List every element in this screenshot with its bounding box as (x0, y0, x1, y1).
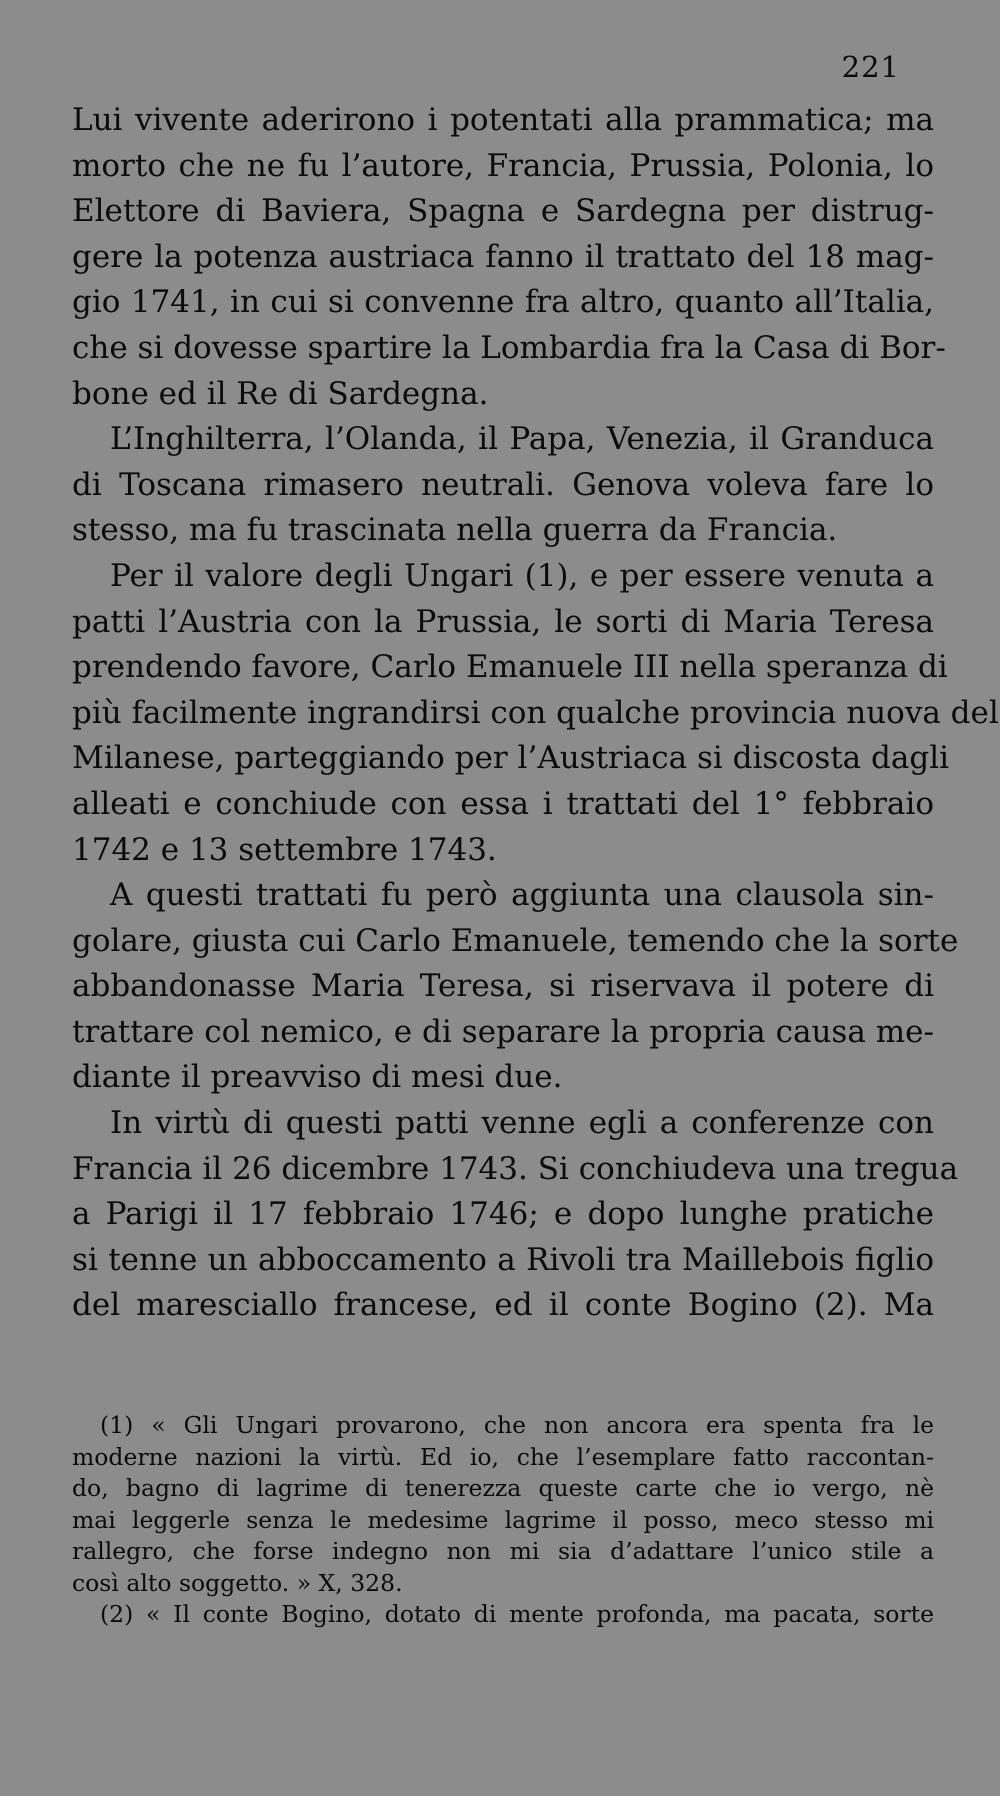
text-line: morto che ne fu l’autore, Francia, Prussia, Polonia, lo (72, 147, 934, 184)
text-line: Lui vivente aderirono i potentati alla prammatica; ma (72, 102, 934, 138)
text-line: a Parigi il 17 febbraio 1746; e dopo lunghe pratiche (72, 1196, 934, 1233)
text-line: 1742 e 13 settembre 1743. (72, 831, 497, 868)
text-line: si tenne un abboccamento a Rivoli tra Maillebois figlio (72, 1241, 934, 1278)
footnote-line: (2) « Il conte Bogino, dotato di mente profonda, ma pacata, sorte (100, 1600, 934, 1628)
footnotes (72, 1410, 934, 1631)
footnote-line: mai leggerle senza le medesime lagrime il posso, meco stesso mi (72, 1505, 934, 1534)
text-line: patti l’Austria con la Prussia, le sorti di Maria Teresa (72, 603, 934, 640)
text-line: Elettore di Baviera, Spagna e Sardegna per distrug- (72, 193, 934, 230)
text-line: che si dovesse spartire la Lombardia fra la Casa di Bor- (72, 329, 946, 366)
footnote-line: moderne nazioni la virtù. Ed io, che l’esemplare fatto raccontan- (72, 1442, 934, 1471)
text-line: del maresciallo francese, ed il conte Bogino (2). Ma (72, 1287, 934, 1324)
text-line: In virtù di questi patti venne egli a conferenze con (110, 1105, 934, 1142)
footnote-line: rallegro, che forse indegno non mi sia d’adattare l’unico stile a (72, 1537, 934, 1565)
text-line: prendendo favore, Carlo Emanuele III nella speranza di (72, 649, 948, 686)
text-line: di Toscana rimasero neutrali. Genova voleva fare lo (72, 466, 934, 503)
text-line: golare, giusta cui Carlo Emanuele, temendo che la sorte (72, 922, 959, 959)
page-number: 221 (841, 50, 900, 84)
text-line: Francia il 26 dicembre 1743. Si conchiudeva una tregua (72, 1150, 959, 1187)
text-line: stesso, ma fu trascinata nella guerra da Francia. (72, 512, 838, 549)
footnote-line: do, bagno di lagrime di tenerezza queste carte che io vergo, nè (72, 1474, 934, 1502)
text-line: Milanese, parteggiando per l’Austriaca si discosta dagli (72, 740, 950, 777)
text-line: più facilmente ingrandirsi con qualche provincia nuova del (72, 694, 999, 731)
text-line: A questi trattati fu però aggiunta una clausola sin- (110, 877, 934, 914)
footnote-line: così alto soggetto. » X, 328. (72, 1568, 403, 1597)
body-text (72, 98, 999, 1329)
footnote-line: (1) « Gli Ungari provarono, che non ancora era spenta fra le (100, 1411, 934, 1439)
text-line: Per il valore degli Ungari (1), e per essere venuta a (110, 557, 934, 594)
text-line: alleati e conchiude con essa i trattati del 1° febbraio (72, 785, 934, 822)
text-line: abbandonasse Maria Teresa, si riservava il potere di (72, 968, 934, 1005)
text-line: diante il preavviso di mesi due. (72, 1059, 563, 1096)
text-line: trattare col nemico, e di separare la propria causa me- (72, 1013, 934, 1050)
text-line: bone ed il Re di Sardegna. (72, 375, 489, 412)
text-line: gere la potenza austriaca fanno il trattato del 18 mag- (72, 238, 934, 275)
text-line: L’Inghilterra, l’Olanda, il Papa, Venezia, il Granduca (110, 421, 934, 458)
text-line: gio 1741, in cui si convenne fra altro, quanto all’Italia, (72, 284, 934, 321)
